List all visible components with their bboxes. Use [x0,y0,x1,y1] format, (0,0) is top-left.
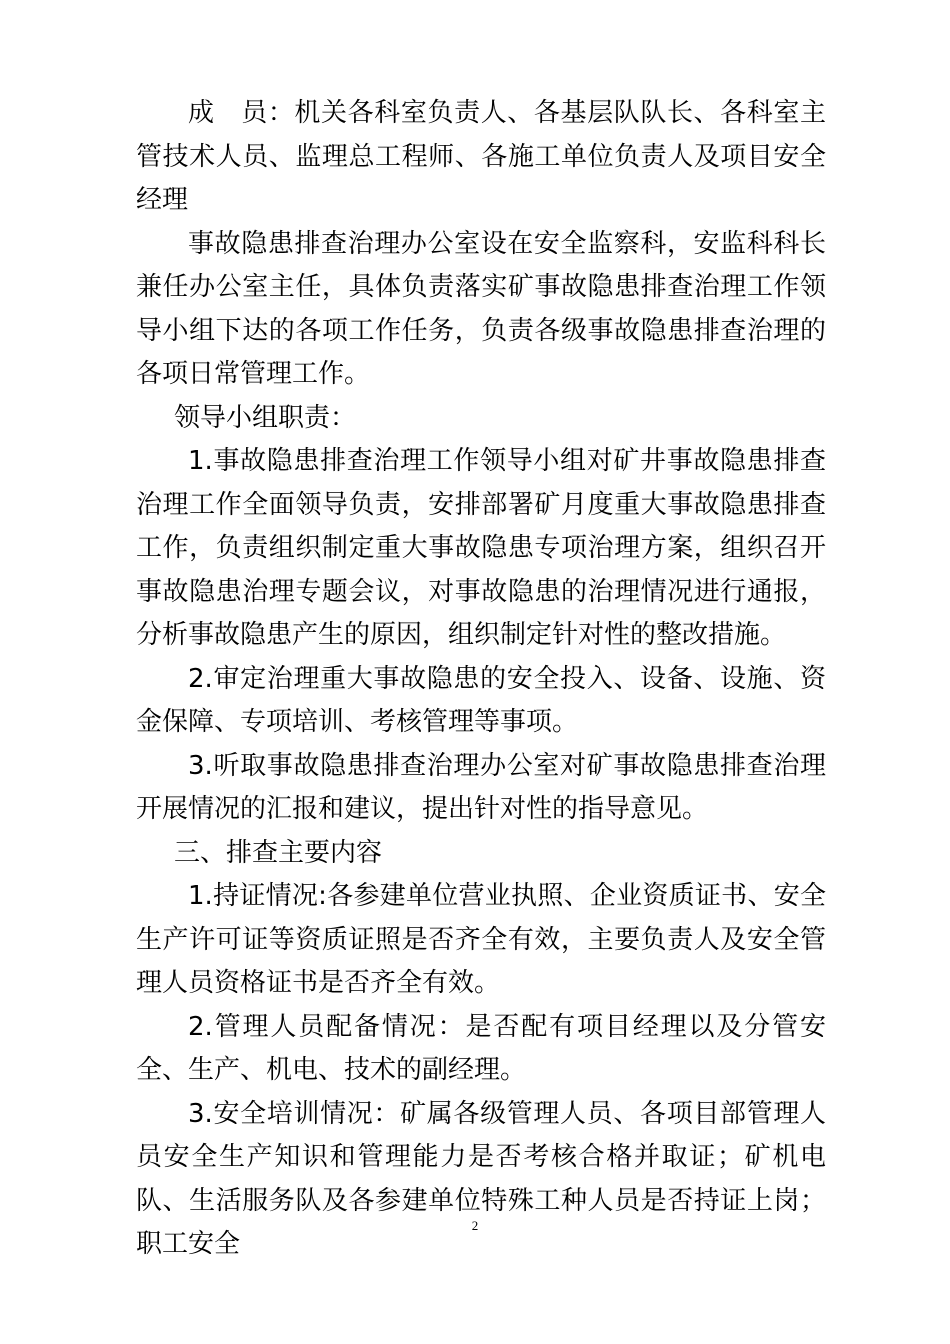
paragraph-duty-2: 2.审定治理重大事故隐患的安全投入、设备、设施、资金保障、专项培训、考核管理等事项。 [136,663,826,737]
paragraph-leadership-duties-heading: 领导小组职责： [174,402,357,433]
page-number: 2 [471,1218,479,1233]
paragraph-item-1-certificates: 1.持证情况:各参建单位营业执照、企业资质证书、安全生产许可证等资质证照是否齐全有效，主要负责人及安全管理人员资格证书是否齐全有效。 [136,881,826,998]
document-body [136,92,826,1267]
paragraph-item-2-staffing: 2.管理人员配备情况：是否配有项目经理以及分管安全、生产、机电、技术的副经理。 [136,1011,826,1085]
section-heading-main-content: 三、排查主要内容 [174,837,383,868]
paragraph-duty-1: 1.事故隐患排查治理工作领导小组对矿井事故隐患排查治理工作全面领导负责，安排部署矿月度重大事故隐患排查工作，负责组织制定重大事故隐患专项治理方案，组织召开事故隐患治理专题会议，对事故隐患的治理情况进行通报，分析事故隐患产生的原因，组织制定针对性的整改措施。 [136,446,826,650]
paragraph-members: 成 员：机关各科室负责人、各基层队队长、各科室主管技术人员、监理总工程师、各施工单位负责人及项目安全经理 [136,98,826,215]
paragraph-item-3-training: 3.安全培训情况：矿属各级管理人员、各项目部管理人员安全生产知识和管理能力是否考核合格并取证；矿机电队、生活服务队及各参建单位特殊工种人员是否持证上岗；职工安全 [136,1098,826,1259]
paragraph-duty-3: 3.听取事故隐患排查治理办公室对矿事故隐患排查治理开展情况的汇报和建议，提出针对性的指导意见。 [136,750,826,824]
paragraph-office: 事故隐患排查治理办公室设在安全监察科，安监科科长兼任办公室主任，具体负责落实矿事故隐患排查治理工作领导小组下达的各项工作任务，负责各级事故隐患排查治理的各项日常管理工作。 [136,228,826,389]
